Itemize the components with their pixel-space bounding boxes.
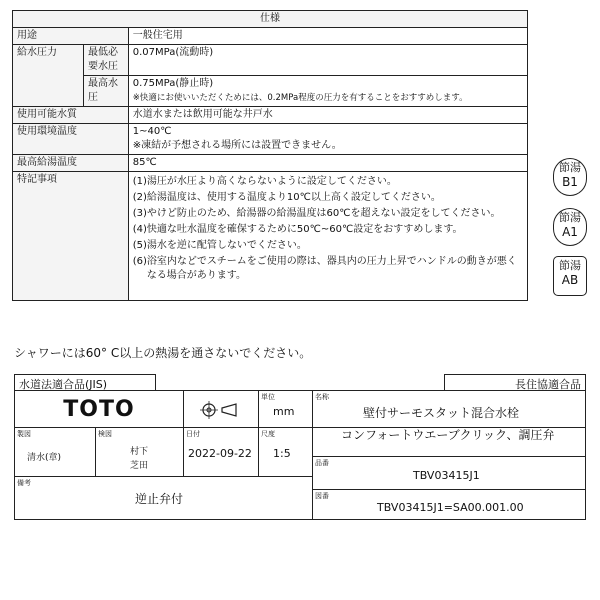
checked-value1: 村下 (130, 447, 149, 457)
temp-cell (128, 124, 527, 155)
scale-cell (258, 427, 313, 477)
part-caption: 品番 (315, 459, 329, 467)
use-value: 一般住宅用 (128, 28, 527, 45)
badge-label: 節湯 (559, 259, 581, 272)
temp-note: ※凍結が予想される場所には設置できません。 (132, 140, 342, 151)
date-caption: 日付 (186, 430, 200, 438)
badge-label: 節湯 (559, 161, 581, 174)
badge-code: A1 (562, 225, 578, 239)
drawn-value: 清水(章) (27, 453, 62, 463)
assoc-label: 長住協適合品 (444, 374, 586, 391)
temp-value: 1~40℃ (132, 126, 172, 137)
part-value: TBV03415J1 (413, 469, 480, 482)
date-value: 2022-09-22 (188, 447, 252, 460)
part-cell (312, 456, 586, 490)
unit-value: mm (273, 405, 295, 418)
checked-caption: 検図 (98, 430, 112, 438)
drawn-caption: 製図 (17, 430, 31, 438)
name-cont-cell (312, 427, 586, 457)
water-saving-badge-ab (553, 256, 587, 296)
remarks-value: 逆止弁付 (135, 492, 184, 506)
hot-value: 85℃ (128, 155, 527, 172)
pressure-label: 給水圧力 (13, 45, 84, 107)
name-caption: 名称 (315, 393, 329, 401)
projection-symbol-cell (183, 390, 259, 428)
use-label: 用途 (13, 28, 129, 45)
water-saving-badge-a1 (553, 208, 587, 246)
jis-label: 水道法適合品(JIS) (14, 374, 156, 391)
unit-caption: 単位 (261, 393, 275, 401)
max-pressure-value: 0.75MPa(静止時) (132, 78, 214, 89)
note-item: (4)快適な吐水温度を確保するために50℃~60℃設定をおすすめします。 (132, 224, 463, 235)
max-pressure-cell (128, 76, 527, 107)
checked-value2: 芝田 (130, 461, 149, 471)
notes-label: 特記事項 (13, 172, 129, 301)
badge-code: B1 (562, 175, 578, 189)
note-item: (3)やけど防止のため、給湯器の給湯温度は60℃を超えない設定をしてください。 (132, 208, 501, 219)
remarks-caption: 備考 (17, 479, 31, 487)
hot-label: 最高給湯温度 (13, 155, 129, 172)
name-line2: コンフォートウエーブクリック、調圧弁 (341, 428, 555, 442)
note-item: (6)浴室内などでスチームをご使用の際は、器具内の圧力上昇でハンドルの動きが悪くなる場合があります。 (132, 256, 517, 281)
drawing-value: TBV03415J1=SA00.001.00 (377, 501, 524, 514)
name-line1: 壁付サーモスタット混合水栓 (363, 406, 520, 420)
spec-table (12, 10, 528, 301)
water-value: 水道水または飲用可能な井戸水 (128, 107, 527, 124)
drawn-cell (14, 427, 96, 477)
max-pressure-note: ※快適にお使いいただくためには、0.2MPa程度の圧力を有することをおすすめします。 (132, 93, 468, 103)
notes-cell (128, 172, 527, 301)
checked-cell (95, 427, 184, 477)
note-item: (2)給湯温度は、使用する温度より10℃以上高く設定してください。 (132, 192, 441, 203)
water-label: 使用可能水質 (13, 107, 129, 124)
date-cell (183, 427, 259, 477)
projection-symbol-icon (184, 391, 260, 429)
water-saving-badge-b1 (553, 158, 587, 196)
drawing-caption: 図番 (315, 492, 329, 500)
remarks-cell (14, 476, 313, 520)
scale-value: 1:5 (273, 447, 291, 460)
min-pressure-label: 最低必要水圧 (84, 45, 129, 76)
max-pressure-label: 最高水圧 (84, 76, 129, 107)
badge-code: AB (561, 273, 579, 287)
logo-cell (14, 390, 184, 428)
unit-cell (258, 390, 313, 428)
badge-label: 節湯 (559, 211, 581, 224)
temp-label: 使用環境温度 (13, 124, 129, 155)
spec-title: 仕様 (13, 11, 528, 28)
min-pressure-value: 0.07MPa(流動時) (128, 45, 527, 76)
drawing-number-cell (312, 489, 586, 520)
toto-logo: TOTO (63, 397, 135, 422)
scale-caption: 尺度 (261, 430, 275, 438)
note-item: (1)湯圧が水圧より高くならないように設定してください。 (132, 176, 397, 187)
name-cell (312, 390, 586, 428)
note-item: (5)湯水を逆に配管しないでください。 (132, 240, 307, 251)
shower-warning: シャワーには60° C以上の熱湯を通さないでください。 (14, 346, 312, 360)
